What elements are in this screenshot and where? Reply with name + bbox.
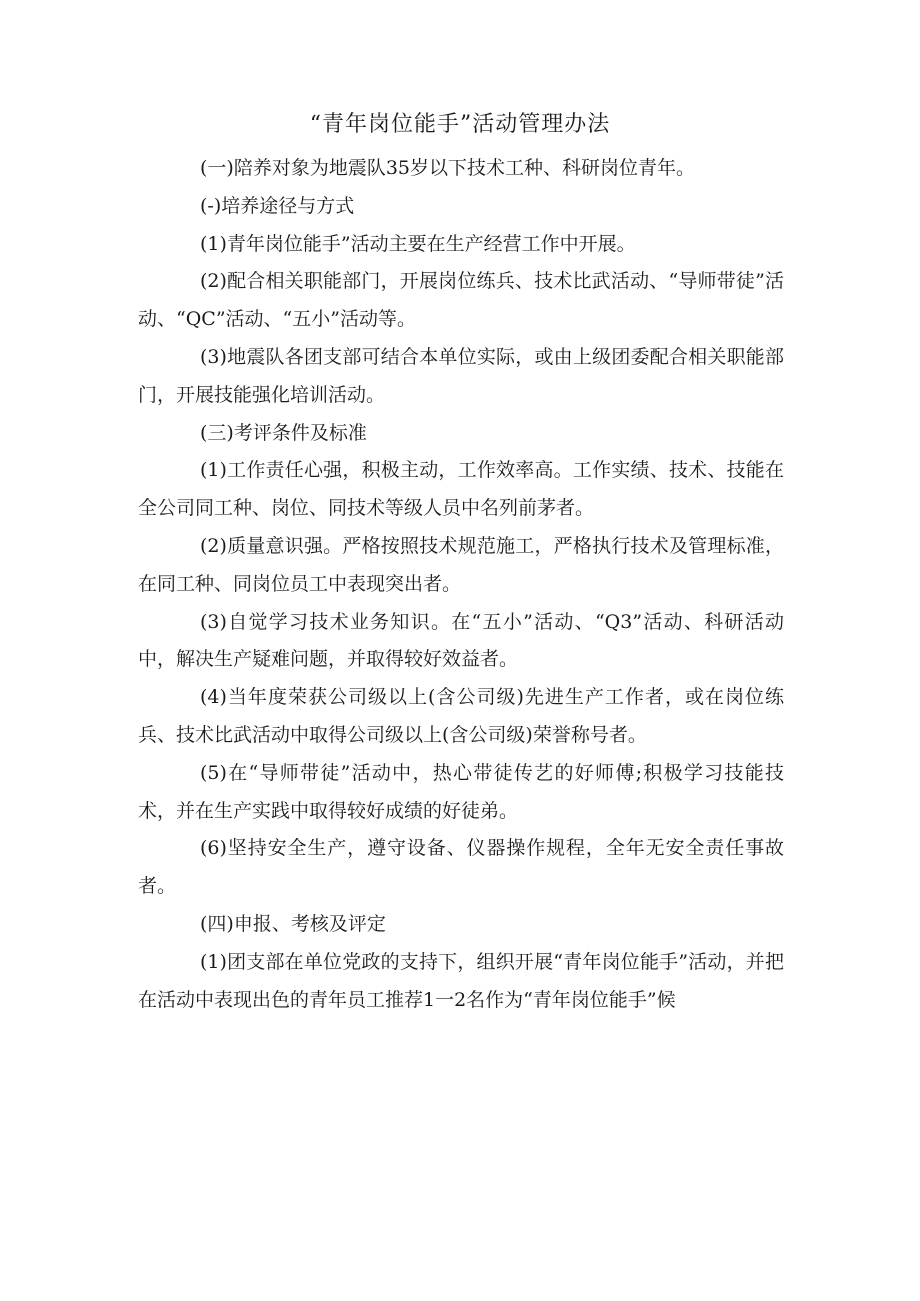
paragraph-method-1: (1)青年岗位能手”活动主要在生产经营工作中开展。: [200, 232, 636, 255]
paragraph-criterion-1: (1)工作责任心强，积极主动，工作效率高。工作实绩、技术、技能在全公司同工种、岗位、同技术等级人员中名列前茅者。: [138, 459, 784, 520]
paragraph-method-2: (2)配合相关职能部门，开展岗位练兵、技术比武活动、“导师带徒”活动、“QC”活动、“五小”活动等。: [138, 270, 784, 331]
paragraph-training-target: (一)陪养对象为地震队35岁以下技术工种、科研岗位青年。: [200, 157, 696, 179]
paragraph-criterion-4: (4)当年度荣获公司级以上(含公司级)先进生产工作者，或在岗位练兵、技术比武活动中取得公司级以上(含公司级)荣誉称号者。: [138, 686, 784, 746]
paragraph-criterion-3: (3)自觉学习技术业务知识。在“五小”活动、“Q3”活动、科研活动中，解决生产疑难问题，并取得较好效益者。: [138, 610, 784, 671]
paragraph-method-3: (3)地震队各团支部可结合本单位实际，或由上级团委配合相关职能部门，开展技能强化培训活动。: [138, 345, 784, 406]
document-body: [138, 150, 784, 1019]
section-heading-training-methods: (-)培养途径与方式: [200, 194, 355, 217]
paragraph-criterion-2: (2)质量意识强。严格按照技术规范施工，严格执行技术及管理标准，在同工种、同岗位员工中表现突出者。: [138, 534, 784, 595]
document-title: “青年岗位能手”活动管理办法: [309, 112, 611, 137]
paragraph-criterion-6: (6)坚持安全生产，遵守设备、仪器操作规程，全年无安全责任事故者。: [138, 837, 784, 898]
paragraph-application-1: (1)团支部在单位党政的支持下，组织开展“青年岗位能手”活动，并把在活动中表现出色的青年员工推荐1一2名作为“青年岗位能手”候: [138, 950, 784, 1011]
section-heading-application-review: (四)申报、考核及评定: [200, 912, 386, 935]
section-heading-evaluation-criteria: (三)考评条件及标准: [200, 421, 367, 444]
paragraph-criterion-5: (5)在“导师带徒”活动中，热心带徒传艺的好师傅;积极学习技能技术，并在生产实践中取得较好成绩的好徒弟。: [138, 761, 784, 822]
